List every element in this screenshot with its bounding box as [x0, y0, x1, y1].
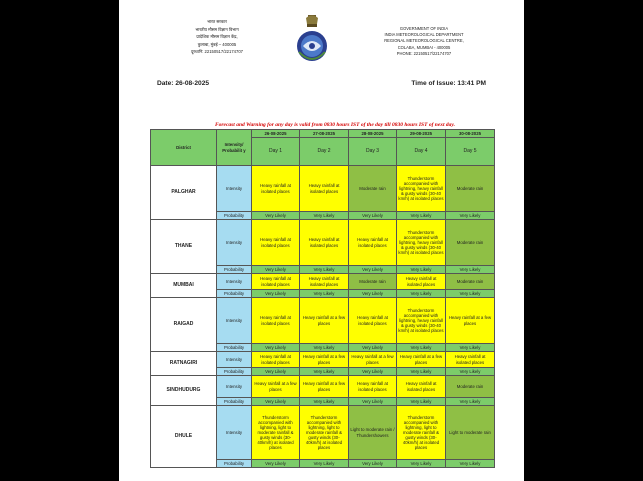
- probability-cell: Very Likely: [300, 368, 349, 376]
- intensity-cell: Heavy rainfall at isolated places: [349, 376, 397, 398]
- document-page: [119, 0, 524, 481]
- intensity-cell: Heavy rainfall at a few places: [300, 298, 349, 344]
- intensity-cell: Thunderstorm accompanied with lightning, light to moderate rainfall & gusty winds (30-40km/h) at isolated places: [252, 406, 300, 460]
- intensity-cell: Heavy rainfall at a few places: [300, 376, 349, 398]
- validity-note: Forecast and Warning for any day is valid from 0830 hours IST of the day till 0830 hours IST of next day.: [214, 122, 456, 128]
- issue-time: Time of Issue: 13:41 PM: [411, 80, 486, 87]
- probability-cell: Very Likely: [446, 212, 495, 220]
- intensity-cell: Heavy rainfall at isolated places: [252, 298, 300, 344]
- header-english-line: PHONE: 22150517/22174707: [396, 50, 452, 56]
- probability-cell: Very Likely: [397, 460, 446, 468]
- probability-cell: Very Likely: [446, 460, 495, 468]
- district-name: PALGHAR: [151, 166, 217, 220]
- day-header: Day 3: [349, 138, 397, 166]
- probability-cell: Very Likely: [397, 398, 446, 406]
- intensity-cell: Heavy rainfall at isolated places: [252, 352, 300, 368]
- intensity-label: Intensity: [217, 220, 252, 266]
- probability-cell: Very Likely: [349, 460, 397, 468]
- district-name: RAIGAD: [151, 298, 217, 352]
- probability-cell: Very Likely: [446, 266, 495, 274]
- probability-cell: Very Likely: [349, 398, 397, 406]
- intensity-cell: Heavy rainfall at isolated places: [349, 220, 397, 266]
- probability-cell: Very Likely: [300, 212, 349, 220]
- intensity-cell: Heavy rainfall at isolated places: [397, 376, 446, 398]
- probability-label: Probability: [217, 460, 252, 468]
- intensity-label: Intensity: [217, 274, 252, 290]
- day-header: Day 5: [446, 138, 495, 166]
- probability-cell: Very Likely: [349, 212, 397, 220]
- issue-date: Date: 26-08-2025: [157, 80, 210, 87]
- district-name: RATNAGIRI: [151, 352, 217, 376]
- header-hindi-line: कुलाबा, मुंबई – 400005: [197, 41, 237, 47]
- intensity-cell: Thunderstorm accompanied with lightning, heavy rainfall & gusty winds (30-40 km/h) at isolated places: [397, 166, 446, 212]
- probability-label: Probability: [217, 398, 252, 406]
- date-header: 28-08-2025: [349, 130, 397, 138]
- intensity-probability-header: Intensity/ Probabilit y: [217, 130, 252, 166]
- day-header: Day 4: [397, 138, 446, 166]
- intensity-cell: Heavy rainfall at isolated places: [300, 220, 349, 266]
- date-header: 30-08-2025: [446, 130, 495, 138]
- intensity-cell: Heavy rainfall at a few places: [300, 352, 349, 368]
- header-hindi-line: प्रादेशिक मौसम विज्ञान केंद्र,: [196, 34, 238, 40]
- intensity-cell: Heavy rainfall at isolated places: [300, 274, 349, 290]
- intensity-label: Intensity: [217, 298, 252, 344]
- header-english-line: INDIA METEOROLOGICAL DEPARTMENT: [384, 32, 464, 38]
- district-intensity-row: [151, 274, 495, 290]
- probability-cell: Very Likely: [397, 368, 446, 376]
- district-intensity-row: [151, 376, 495, 398]
- probability-cell: Very Likely: [349, 290, 397, 298]
- header-english-line: GOVERNMENT OF INDIA: [399, 26, 449, 31]
- intensity-cell: Heavy rainfall at a few places: [446, 298, 495, 344]
- district-header: District: [151, 130, 217, 166]
- intensity-cell: Heavy rainfall at a few places: [349, 352, 397, 368]
- probability-cell: Very Likely: [300, 398, 349, 406]
- intensity-cell: Heavy rainfall at isolated places: [252, 220, 300, 266]
- probability-cell: Very Likely: [252, 368, 300, 376]
- intensity-cell: Moderate rain: [446, 220, 495, 266]
- district-intensity-row: [151, 352, 495, 368]
- intensity-cell: Thunderstorm accompanied with lightning, light to moderate rainfall & gusty winds (30-40km/h) at isolated places: [300, 406, 349, 460]
- probability-cell: Very Likely: [397, 290, 446, 298]
- intensity-label: Intensity: [217, 352, 252, 368]
- forecast-table: [150, 129, 495, 468]
- header-english-block: [364, 26, 484, 57]
- probability-cell: Very Likely: [446, 344, 495, 352]
- date-header: 26-08-2025: [252, 130, 300, 138]
- probability-cell: Very Likely: [300, 344, 349, 352]
- imd-emblem-icon: [295, 14, 329, 66]
- intensity-cell: Heavy rainfall at isolated places: [252, 274, 300, 290]
- probability-label: Probability: [217, 290, 252, 298]
- probability-label: Probability: [217, 368, 252, 376]
- header-english-line: REGIONAL METEOROLOGICAL CENTRE,: [384, 38, 464, 44]
- probability-cell: Very Likely: [252, 290, 300, 298]
- intensity-cell: Heavy rainfall at a few places: [397, 352, 446, 368]
- district-intensity-row: [151, 220, 495, 266]
- probability-label: Probability: [217, 212, 252, 220]
- probability-cell: Very Likely: [397, 212, 446, 220]
- probability-cell: Very Likely: [300, 290, 349, 298]
- date-header: 27-08-2025: [300, 130, 349, 138]
- header-hindi-line: भारत सरकार: [207, 19, 227, 24]
- intensity-cell: Thunderstorm accompanied with lightning, heavy rainfall & gusty winds (30-40 km/h) at isolated places: [397, 298, 446, 344]
- probability-cell: Very Likely: [300, 460, 349, 468]
- intensity-cell: Thunderstorm accompanied with lightning, light to moderate rainfall & gusty winds (30-40km/h) at isolated places: [397, 406, 446, 460]
- intensity-cell: Heavy rainfall at isolated places: [252, 166, 300, 212]
- district-intensity-row: [151, 406, 495, 460]
- district-intensity-row: [151, 166, 495, 212]
- probability-cell: Very Likely: [446, 368, 495, 376]
- probability-cell: Very Likely: [252, 460, 300, 468]
- probability-cell: Very Likely: [446, 398, 495, 406]
- intensity-cell: Moderate rain: [446, 376, 495, 398]
- probability-label: Probability: [217, 344, 252, 352]
- intensity-cell: Heavy rainfall at isolated places: [397, 274, 446, 290]
- probability-label: Probability: [217, 266, 252, 274]
- intensity-cell: Light to moderate rain: [446, 406, 495, 460]
- probability-cell: Very Likely: [252, 212, 300, 220]
- district-name: DHULE: [151, 406, 217, 468]
- intensity-cell: Moderate rain: [446, 166, 495, 212]
- probability-cell: Very Likely: [252, 344, 300, 352]
- district-name: MUMBAI: [151, 274, 217, 298]
- header-english-line: COLABA, MUMBAI - 400005: [397, 44, 451, 50]
- header-hindi-block: [157, 18, 277, 56]
- intensity-cell: Thunderstorm accompanied with lightning, heavy rainfall & gusty winds (30-40 km/h) at isolated places: [397, 220, 446, 266]
- probability-cell: Very Likely: [349, 266, 397, 274]
- probability-cell: Very Likely: [397, 266, 446, 274]
- day-header: Day 2: [300, 138, 349, 166]
- intensity-cell: Moderate rain: [446, 274, 495, 290]
- day-header: Day 1: [252, 138, 300, 166]
- intensity-cell: Heavy rainfall at a few places: [252, 376, 300, 398]
- intensity-cell: Light to moderate rain / Thundershowers: [349, 406, 397, 460]
- intensity-cell: Moderate rain: [349, 166, 397, 212]
- district-name: SINDHUDURG: [151, 376, 217, 406]
- intensity-cell: Heavy rainfall at isolated places: [349, 298, 397, 344]
- probability-cell: Very Likely: [252, 266, 300, 274]
- district-name: THANE: [151, 220, 217, 274]
- probability-cell: Very Likely: [349, 344, 397, 352]
- header-hindi-line: भारतीय मौसम विज्ञान विभाग: [195, 26, 239, 32]
- intensity-cell: Moderate rain: [349, 274, 397, 290]
- intensity-label: Intensity: [217, 376, 252, 398]
- date-header: 29-08-2025: [397, 130, 446, 138]
- probability-cell: Very Likely: [446, 290, 495, 298]
- probability-cell: Very Likely: [397, 344, 446, 352]
- intensity-cell: Heavy rainfall at isolated places: [300, 166, 349, 212]
- intensity-label: Intensity: [217, 406, 252, 460]
- probability-cell: Very Likely: [349, 368, 397, 376]
- district-intensity-row: [151, 298, 495, 344]
- intensity-label: Intensity: [217, 166, 252, 212]
- forecast-body: [151, 166, 495, 468]
- probability-cell: Very Likely: [300, 266, 349, 274]
- header-hindi-line: दूरध्वनि: 22150517/22174707: [190, 49, 243, 55]
- intensity-cell: Heavy rainfall at isolated places: [446, 352, 495, 368]
- probability-cell: Very Likely: [252, 398, 300, 406]
